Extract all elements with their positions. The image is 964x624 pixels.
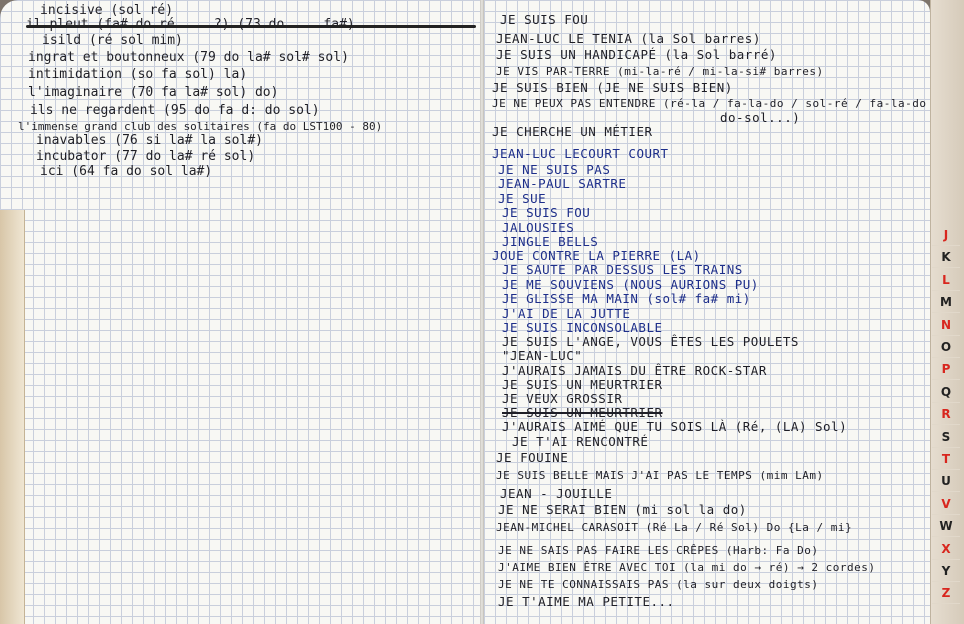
index-tab-v[interactable]: V [932, 495, 960, 515]
handwritten-line: "JEAN-LUC" [502, 348, 583, 363]
handwritten-line: JEAN - JOUILLE [500, 486, 613, 501]
handwritten-line: JALOUSIES [502, 220, 575, 235]
handwritten-line: isild (ré sol mim) [42, 33, 183, 48]
index-tab-n[interactable]: N [932, 316, 960, 336]
handwritten-line: JE T'AI RENCONTRÉ [512, 434, 649, 449]
index-tab-k[interactable]: K [932, 248, 960, 268]
index-tab-x[interactable]: X [932, 540, 960, 560]
index-tab-t[interactable]: T [932, 450, 960, 470]
handwritten-line: JE NE SAIS PAS FAIRE LES CRÊPES (Harb: Fa Do) [498, 544, 819, 557]
handwritten-line: JE SAUTE PAR DESSUS LES TRAINS [502, 262, 743, 277]
handwritten-line: JE SUIS INCONSOLABLE [502, 320, 663, 335]
handwritten-line: JE SUIS BELLE MAIS J'AI PAS LE TEMPS (mim LAm) [496, 469, 824, 482]
index-tab-y[interactable]: Y [932, 562, 960, 582]
handwritten-line: J'AI DE LA JUTTE [502, 306, 631, 321]
handwritten-line: JE SUIS UN HANDICAPÉ (la Sol barré) [496, 47, 777, 62]
handwritten-line: JEAN-PAUL SARTRE [498, 176, 627, 191]
handwritten-line: JE NE SERAI BIEN (mi sol la do) [498, 502, 747, 517]
handwritten-line: JEAN-MICHEL CARASOIT (Ré La / Ré Sol) Do {La / mi} [496, 521, 853, 534]
index-tab-m[interactable]: M [932, 293, 960, 313]
handwritten-line: J'AURAIS AIMÉ QUE TU SOIS LÀ (Ré, (LA) Sol) [502, 419, 848, 434]
handwritten-line: JE CHERCHE UN MÉTIER [492, 124, 653, 139]
left-page-edge [0, 210, 25, 624]
handwritten-line: J'AURAIS JAMAIS DU ÊTRE ROCK-STAR [502, 363, 767, 378]
handwritten-line: JEAN-LUC LECOURT COURT [492, 146, 669, 161]
index-tab-w[interactable]: W [932, 517, 960, 537]
handwritten-line: JE SUIS BIEN (JE NE SUIS BIEN) [492, 80, 733, 95]
handwritten-line: l'immense grand club des solitaires (fa do LST100 - 80) [18, 120, 383, 133]
handwritten-line: JE GLISSE MA MAIN (sol# fa# mi) [502, 291, 751, 306]
handwritten-line: JE T'AIME MA PETITE... [498, 594, 675, 609]
handwritten-line: JE SUE [498, 191, 547, 206]
right-notebook-page [484, 0, 930, 624]
index-tab-j[interactable]: J [932, 226, 960, 246]
index-tab-s[interactable]: S [932, 428, 960, 448]
handwritten-line: do-sol...) [720, 110, 801, 125]
handwritten-line: JE SUIS L'ANGE, VOUS ÊTES LES POULETS [502, 334, 799, 349]
handwritten-line: JE VIS PAR-TERRE (mi-la-ré / mi-la-si# barres) [496, 65, 824, 78]
handwritten-line: JE SUIS FOU [500, 12, 589, 27]
handwritten-line: JE FOUINE [496, 450, 569, 465]
handwritten-line: JE SUIS FOU [502, 205, 591, 220]
index-tab-l[interactable]: L [932, 271, 960, 291]
handwritten-line: inavables (76 si la# la sol#) [36, 133, 263, 148]
handwritten-line: ingrat et boutonneux (79 do la# sol# sol) [28, 50, 349, 65]
handwritten-line: JE ME SOUVIENS (NOUS AURIONS PU) [502, 277, 759, 292]
handwritten-line: incubator (77 do la# ré sol) [36, 149, 256, 164]
handwritten-line: JE NE TE CONNAISSAIS PAS (la sur deux doigts) [498, 578, 819, 591]
handwritten-line: intimidation (so fa sol) la) [28, 67, 248, 82]
handwritten-line: incisive (sol ré) [40, 3, 174, 18]
index-tab-o[interactable]: O [932, 338, 960, 358]
handwritten-line: JEAN-LUC LE TENIA (la Sol barres) [496, 31, 761, 46]
index-tab-z[interactable]: Z [932, 584, 960, 604]
handwritten-line: JE NE PEUX PAS ENTENDRE (ré-la / fa-la-do / sol-ré / fa-la-do [492, 97, 927, 110]
handwritten-line: J'AIME BIEN ÊTRE AVEC TOI (la mi do → ré) → 2 cordes) [498, 561, 876, 574]
handwritten-line-crossed: JE SUIS UN MEURTRIER [502, 405, 663, 420]
index-tab-q[interactable]: Q [932, 383, 960, 403]
index-tab-u[interactable]: U [932, 472, 960, 492]
crossout-scribble [26, 25, 476, 28]
handwritten-line: JINGLE BELLS [502, 234, 599, 249]
handwritten-line: JE VEUX GROSSIR [502, 391, 623, 406]
index-tab-r[interactable]: R [932, 405, 960, 425]
handwritten-line: JOUE CONTRE LA PIERRE (LA) [492, 248, 701, 263]
handwritten-line: JE SUIS UN MEURTRIER [502, 377, 663, 392]
handwritten-line: l'imaginaire (70 fa la# sol) do) [28, 85, 279, 100]
index-tab-p[interactable]: P [932, 360, 960, 380]
handwritten-line: ils ne regardent (95 do fa d: do sol) [30, 103, 320, 118]
left-notebook-page [0, 0, 480, 624]
handwritten-line: ici (64 fa do sol la#) [40, 164, 213, 179]
handwritten-line: JE NE SUIS PAS [498, 162, 611, 177]
